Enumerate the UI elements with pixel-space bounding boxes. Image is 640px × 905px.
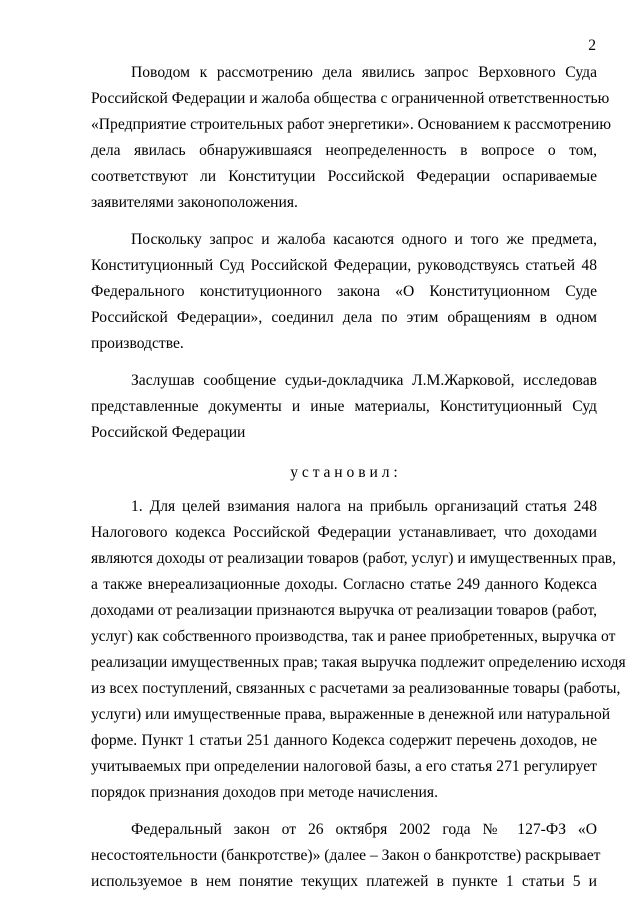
text-line: учитываемых при определении налоговой базы, а его статья 271 регулирует	[91, 758, 597, 775]
text-line: соответствуют ли Конституции Российской Федерации оспариваемые	[91, 168, 597, 185]
text-line: 1. Для целей взимания налога на прибыль организаций статья 248	[131, 498, 597, 515]
text-line: Федеральный закон от 26 октября 2002 года № 127-ФЗ «О	[131, 821, 597, 838]
text-line: представленные документы и иные материалы, Конституционный Суд	[91, 398, 597, 415]
text-line: Заслушав сообщение судьи-докладчика Л.М.Жарковой, исследовав	[131, 372, 597, 389]
document-body	[91, 60, 626, 895]
page-number: 2	[588, 37, 596, 54]
text-line: из всех поступлений, связанных с расчетами за реализованные товары (работы,	[91, 680, 621, 697]
paragraph-3	[91, 368, 597, 446]
text-line: Российской Федерации и жалоба общества с ограниченной ответственностью	[91, 90, 610, 107]
text-line: доходами от реализации признаются выручка от реализации товаров (работ,	[91, 602, 597, 619]
paragraph-4	[91, 494, 626, 806]
paragraph-2	[91, 227, 597, 357]
section-heading: у с т а н о в и л :	[290, 464, 398, 481]
text-line: заявителями законоположения.	[91, 194, 298, 211]
text-line: услуг) как собственного производства, так и ранее приобретенных, выручка от	[91, 628, 616, 645]
text-line: Федерального конституционного закона «О Конституционном Суде	[91, 283, 597, 300]
text-line: дела явилась обнаружившаяся неопределенность в вопросе о том,	[91, 142, 597, 159]
paragraph-5	[91, 817, 601, 895]
text-line: Поводом к рассмотрению дела явились запрос Верховного Суда	[131, 64, 597, 81]
text-line: производстве.	[91, 335, 184, 352]
text-line: используемое в нем понятие текущих платежей в пункте 1 статьи 5 и	[91, 873, 597, 890]
text-line: «Предприятие строительных работ энергетики». Основанием к рассмотрению	[91, 116, 611, 133]
text-line: являются доходы от реализации товаров (работ, услуг) и имущественных прав,	[91, 550, 617, 567]
text-line: Российской Федерации», соединил дела по этим обращениям в одном	[91, 309, 597, 326]
text-line: Российской Федерации	[91, 424, 246, 441]
text-line: несостоятельности (банкротстве)» (далее – Закон о банкротстве) раскрывает	[91, 847, 601, 864]
text-line: порядок признания доходов при методе начисления.	[91, 784, 438, 801]
text-line: форме. Пункт 1 статьи 251 данного Кодекса содержит перечень доходов, не	[91, 732, 597, 749]
text-line: реализации имущественных прав; такая выручка подлежит определению исходя	[91, 654, 626, 671]
text-line: Налогового кодекса Российской Федерации устанавливает, что доходами	[91, 524, 597, 541]
paragraph-1	[91, 60, 611, 216]
text-line: услуги) или имущественные права, выраженные в денежной или натуральной	[91, 706, 611, 723]
text-line: Поскольку запрос и жалоба касаются одного и того же предмета,	[131, 231, 597, 248]
text-line: а также внереализационные доходы. Согласно статье 249 данного Кодекса	[91, 576, 597, 593]
text-line: Конституционный Суд Российской Федерации, руководствуясь статьей 48	[91, 257, 597, 274]
